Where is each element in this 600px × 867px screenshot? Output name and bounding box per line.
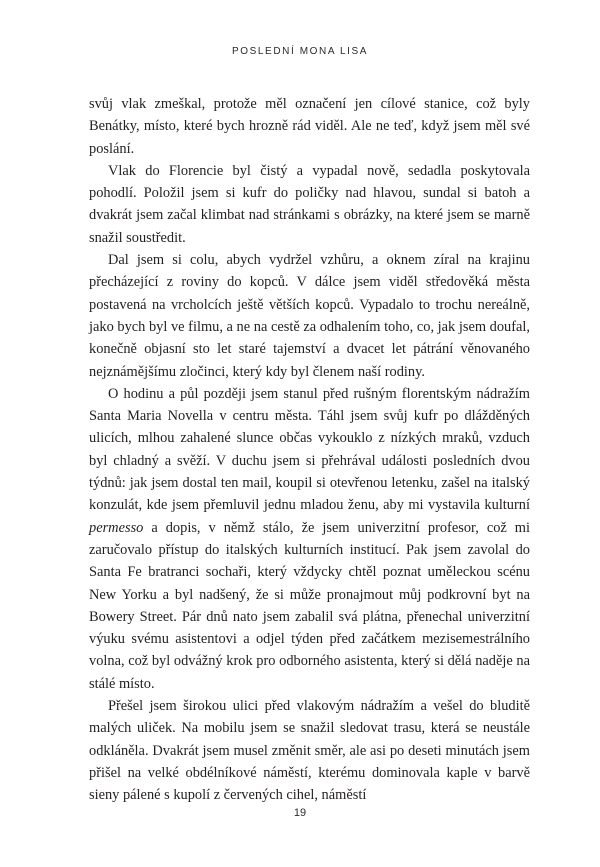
- paragraph-3: Dal jsem si colu, abych vydržel vzhůru, a oknem zíral na krajinu přecházející z roviny do kopců. V dálce jsem viděl středověká města postavená na vrcholcích ještě větších kopců. Vypadalo to trochu nereálně, jako bych byl ve filmu, a ne na cestě za odhalením toho, co, jak jsem doufal, konečně objasní sto let staré tajemství a dvacet let pátrání věnovaného nejznámějšímu zločinci, který kdy byl členem naší rodiny.: [89, 252, 530, 380]
- page-number: 19: [293, 807, 307, 819]
- paragraph-4: [89, 383, 530, 695]
- paragraph-1: svůj vlak zmeškal, protože měl označení jen cílové stanice, což byly Benátky, místo, které bych hrozně rád viděl. Ale ne teď, když jsem měl své poslání.: [89, 96, 530, 157]
- paragraph-4-text-before: O hodinu a půl později jsem stanul před rušným florentským nádražím Santa Maria Novella v centru města. Táhl jsem svůj kufr po dlážděných ulicích, mlhou zahalené slunce občas vykouklo z nízkých mraků, vzduch byl chladný a svěží. V duchu jsem si přehrával události posledních dvou týdnů: jak jsem dostal ten mail, koupil si otevřenou letenku, zašel na italský konzulát, kde jsem přemluvil jednu mladou ženu, aby mi vystavila kulturní: [89, 385, 530, 514]
- paragraph-4-text-after: a dopis, v němž stálo, že jsem univerzitní profesor, což mi zaručovalo přístup do italských kulturních institucí. Pak jsem zavolal do Santa Fe bratranci sochaři, který vždycky chtěl poznat uměleckou scénu New Yorku a byl nadšený, že si může pronajmout můj podkrovní byt na Bowery Street. Pár dnů nato jsem zabalil svá plátna, přenechal univerzitní výuku svému asistentovi a odjel týden před začátkem mezisemestrálního volna, což byl odvážný krok pro odborného asistenta, který si dělá naděje na stálé místo.: [89, 519, 530, 692]
- italic-term: permesso: [89, 519, 144, 536]
- paragraph-2: Vlak do Florencie byl čistý a vypadal nově, sedadla poskytovala pohodlí. Položil jsem si kufr do poličky nad hlavou, sundal si batoh a dvakrát jsem začal klimbat nad stránkami s obrázky, na které jsem se marně snažil soustředit.: [89, 162, 530, 246]
- body-text: [89, 93, 530, 807]
- paragraph-5: Přešel jsem širokou ulici před vlakovým nádražím a vešel do bluditě malých uliček. Na mobilu jsem se snažil sledovat trasu, která se neustále odkláněla. Dvakrát jsem musel změnit směr, ale asi po deseti minutách jsem přišel na velké obdélníkové náměstí, kterému dominovala kaple v barvě sieny pálené s kupolí z červených cihel, náměstí: [89, 698, 530, 804]
- running-head: POSLEDNÍ MONA LISA: [231, 46, 369, 57]
